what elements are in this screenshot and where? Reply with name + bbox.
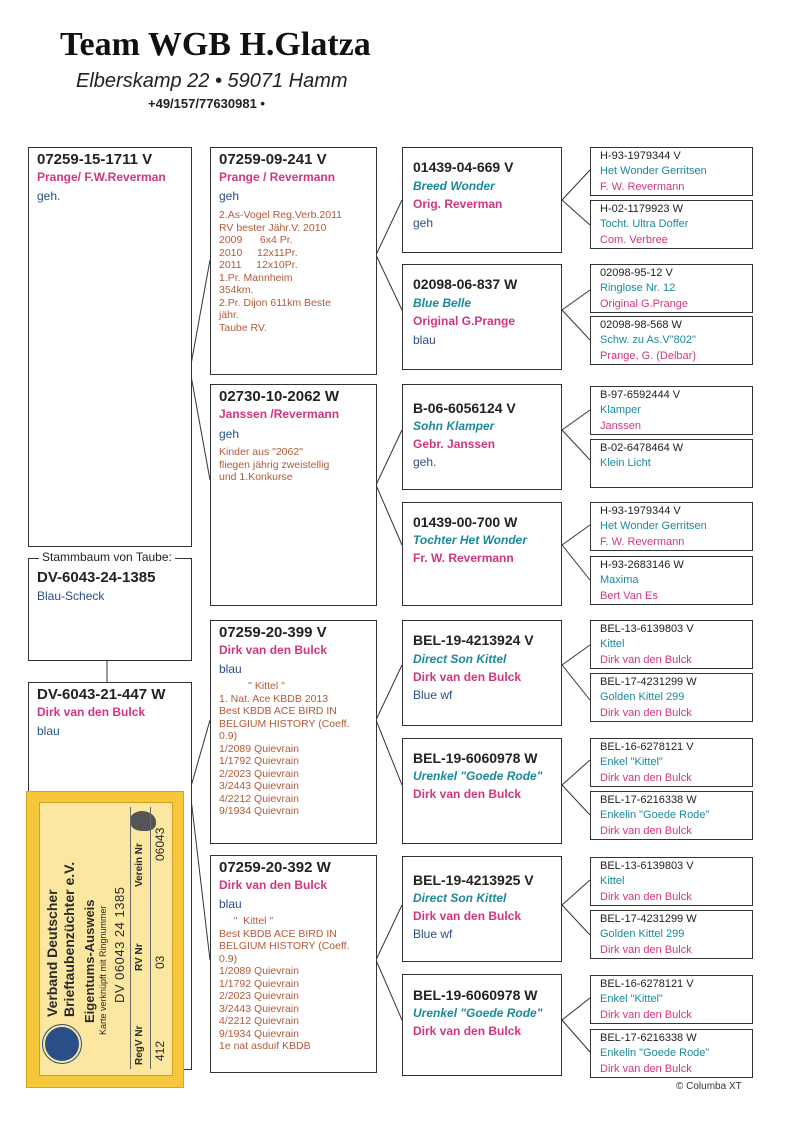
gen4-box xyxy=(590,910,753,959)
gen3-breeder: Fr. W. Revermann xyxy=(413,551,514,565)
gen3-ring: B-06-6056124 V xyxy=(413,400,516,416)
gen3-box xyxy=(402,738,562,844)
card-col1-value: 412 xyxy=(153,1040,167,1061)
gen4-name: Het Wonder Gerritsen xyxy=(600,520,707,532)
card-ring: DV 06043 24 1385 xyxy=(112,886,127,1003)
gen2-box xyxy=(210,620,377,844)
gen4-name: Golden Kittel 299 xyxy=(600,928,685,940)
gen4-name: Enkel "Kittel" xyxy=(600,756,663,768)
subject-box xyxy=(28,550,192,661)
gen4-ring: 02098-95-12 V xyxy=(600,267,673,279)
gen3-box xyxy=(402,620,562,726)
gen4-breeder: F. W. Revermann xyxy=(600,181,685,193)
gen4-breeder: Dirk van den Bulck xyxy=(600,891,692,903)
gen2-ring: 07259-20-399 V xyxy=(219,624,327,641)
gen4-box xyxy=(590,738,753,787)
card-col2-label: RV Nr xyxy=(134,943,145,971)
gen4-breeder: Com. Verbree xyxy=(600,234,668,246)
gen3-color: geh. xyxy=(413,455,437,469)
gen4-name: Enkelin "Goede Rode" xyxy=(600,1047,710,1059)
gen4-breeder: Dirk van den Bulck xyxy=(600,825,692,837)
gen3-breeder: Orig. Reverman xyxy=(413,197,503,211)
father-name: Prange/ F.W.Reverman xyxy=(37,170,166,184)
gen3-name: Direct Son Kittel xyxy=(413,652,507,666)
gen3-box xyxy=(402,384,562,490)
card-title: Eigentums-Ausweis xyxy=(82,899,97,1023)
gen3-color: blau xyxy=(413,333,436,347)
card-col3-label: Verein Nr xyxy=(134,843,145,887)
gen4-breeder: F. W. Revermann xyxy=(600,536,685,548)
gen4-name: Kittel xyxy=(600,875,625,887)
gen4-box xyxy=(590,386,753,435)
gen4-ring: BEL-17-4231299 W xyxy=(600,913,697,925)
gen3-name: Blue Belle xyxy=(413,296,472,310)
gen2-ring: 07259-09-241 V xyxy=(219,151,327,168)
gen3-name: Sohn Klamper xyxy=(413,419,495,433)
address: Elberskamp 22 • 59071 Hamm xyxy=(76,70,348,92)
gen3-color: Blue wf xyxy=(413,927,453,941)
gen3-box xyxy=(402,147,562,253)
gen4-ring: BEL-17-4231299 W xyxy=(600,676,697,688)
gen2-color: blau xyxy=(219,662,242,676)
mother-name: Dirk van den Bulck xyxy=(37,705,146,719)
gen4-ring: H-93-1979344 V xyxy=(600,505,681,517)
gen4-ring: H-93-2683146 W xyxy=(600,559,684,571)
page-title: Team WGB H.Glatza xyxy=(60,26,371,63)
gen4-breeder: Bert Van Es xyxy=(600,590,658,602)
gen4-box xyxy=(590,857,753,906)
card-col3-value: 06043 xyxy=(153,827,167,861)
gen3-box xyxy=(402,974,562,1076)
card-subtitle: Karte verknüpft mit Ringnummer xyxy=(98,905,108,1035)
gen3-color: geh xyxy=(413,216,434,230)
gen2-color: geh xyxy=(219,427,240,441)
gen4-ring: BEL-16-6278121 V xyxy=(600,741,694,753)
gen4-ring: BEL-13-6139803 V xyxy=(600,860,694,872)
gen3-ring: BEL-19-6060978 W xyxy=(413,750,538,766)
subject-label: Stammbaum von Taube: xyxy=(39,550,175,564)
gen2-notes: " Kittel " Best KBDB ACE BIRD IN BELGIUM HISTORY (Coeff. 0.9) 1/2089 Quievrain 1/1792 Quievrain 2/2023 Quievrain 3/2443 Quievrain 4/2212 Quievrain 9/1934 Quievrain 1e nat asduif KBDB xyxy=(219,915,350,1052)
gen4-breeder: Dirk van den Bulck xyxy=(600,944,692,956)
ownership-card-inner xyxy=(39,802,173,1076)
gen3-box xyxy=(402,856,562,962)
gen3-ring: 01439-04-669 V xyxy=(413,159,514,175)
card-divider xyxy=(130,807,131,1069)
gen4-name: Klein Licht xyxy=(600,457,651,469)
gen4-breeder: Dirk van den Bulck xyxy=(600,772,692,784)
gen3-box xyxy=(402,502,562,606)
gen3-color: Blue wf xyxy=(413,688,453,702)
gen4-ring: 02098-98-568 W xyxy=(600,319,682,331)
gen2-box xyxy=(210,855,377,1073)
card-org-line1: Verband Deutscher xyxy=(44,889,60,1017)
card-org-line2: Brieftaubenzüchter e.V. xyxy=(61,861,77,1017)
card-divider xyxy=(150,807,151,1069)
subject-ring: DV-6043-24-1385 xyxy=(37,569,156,586)
mother-color: blau xyxy=(37,724,60,738)
gen4-breeder: Dirk van den Bulck xyxy=(600,1009,692,1021)
gen4-name: Klamper xyxy=(600,404,641,416)
gen3-ring: BEL-19-4213925 V xyxy=(413,872,534,888)
gen2-notes: " Kittel " 1. Nat. Ace KBDB 2013 Best KBDB ACE BIRD IN BELGIUM HISTORY (Coeff. 0.9) 1/2089 Quievrain 1/1792 Quievrain 2/2023 Quievrain 3/2443 Quievrain 4/2212 Quievrain 9/1934 Quievrain xyxy=(219,680,350,817)
gen4-breeder: Dirk van den Bulck xyxy=(600,654,692,666)
gen4-breeder: Dirk van den Bulck xyxy=(600,1063,692,1075)
gen3-breeder: Dirk van den Bulck xyxy=(413,1024,522,1038)
gen2-color: geh xyxy=(219,189,240,203)
copyright: © Columba XT xyxy=(676,1081,742,1092)
gen4-ring: H-93-1979344 V xyxy=(600,150,681,162)
gen2-notes: 2.As-Vogel Reg.Verb.2011 RV bester Jähr.V. 2010 2009 6x4 Pr. 2010 12x11Pr. 2011 12x10Pr. 1.Pr. Mannheim 354km. 2.Pr. Dijon 611km Beste jähr. Taube RV. xyxy=(219,209,342,334)
gen4-ring: BEL-17-6216338 W xyxy=(600,1032,697,1044)
gen3-ring: 01439-00-700 W xyxy=(413,514,518,530)
gen4-box xyxy=(590,556,753,605)
ownership-card xyxy=(26,791,184,1088)
gen3-box xyxy=(402,264,562,370)
gen4-ring: BEL-13-6139803 V xyxy=(600,623,694,635)
gen4-breeder: Prange, G. (Delbar) xyxy=(600,350,696,362)
gen4-name: Maxima xyxy=(600,574,639,586)
gen2-name: Janssen /Revermann xyxy=(219,407,340,421)
gen4-box xyxy=(590,620,753,669)
gen4-name: Het Wonder Gerritsen xyxy=(600,165,707,177)
gen3-breeder: Dirk van den Bulck xyxy=(413,787,522,801)
gen3-ring: 02098-06-837 W xyxy=(413,276,518,292)
gen3-name: Tochter Het Wonder xyxy=(413,533,528,547)
gen4-box xyxy=(590,975,753,1024)
gen4-ring: BEL-16-6278121 V xyxy=(600,978,694,990)
gen4-ring: B-02-6478464 W xyxy=(600,442,684,454)
card-col2-value: 03 xyxy=(153,955,167,969)
dv-emblem-icon xyxy=(43,1025,81,1063)
subject-color: Blau-Scheck xyxy=(37,589,105,603)
gen4-breeder: Original G.Prange xyxy=(600,298,689,310)
gen4-name: Ringlose Nr. 12 xyxy=(600,282,676,294)
card-col1-label: RegV Nr xyxy=(134,1025,145,1065)
gen4-breeder: Janssen xyxy=(600,420,641,432)
gen4-name: Enkel "Kittel" xyxy=(600,993,663,1005)
gen2-name: Prange / Revermann xyxy=(219,170,336,184)
gen3-ring: BEL-19-6060978 W xyxy=(413,987,538,1003)
gen3-name: Urenkel "Goede Rode" xyxy=(413,1006,543,1020)
gen4-ring: BEL-17-6216338 W xyxy=(600,794,697,806)
gen4-box xyxy=(590,439,753,488)
gen3-breeder: Dirk van den Bulck xyxy=(413,670,522,684)
gen4-box xyxy=(590,316,753,365)
gen2-color: blau xyxy=(219,897,242,911)
gen4-ring: B-97-6592444 V xyxy=(600,389,681,401)
gen3-ring: BEL-19-4213924 V xyxy=(413,632,534,648)
gen4-name: Tocht. Ultra Doffer xyxy=(600,218,689,230)
gen4-breeder: Dirk van den Bulck xyxy=(600,707,692,719)
gen2-ring: 07259-20-392 W xyxy=(219,859,331,876)
mother-ring: DV-6043-21-447 W xyxy=(37,686,166,703)
gen4-box xyxy=(590,1029,753,1078)
gen4-box xyxy=(590,200,753,249)
gen3-breeder: Dirk van den Bulck xyxy=(413,909,522,923)
gen2-box xyxy=(210,147,377,375)
gen4-name: Schw. zu As.V"802" xyxy=(600,334,696,346)
father-ring: 07259-15-1711 V xyxy=(37,151,153,168)
gen4-box xyxy=(590,147,753,196)
gen3-breeder: Original G.Prange xyxy=(413,314,516,328)
phone: +49/157/77630981 • xyxy=(148,96,265,111)
gen4-name: Golden Kittel 299 xyxy=(600,691,685,703)
gen4-ring: H-02-1179923 W xyxy=(600,203,683,215)
father-box xyxy=(28,147,192,547)
gen4-box xyxy=(590,502,753,551)
gen3-name: Breed Wonder xyxy=(413,179,495,193)
gen4-box xyxy=(590,264,753,313)
gen4-name: Enkelin "Goede Rode" xyxy=(600,809,710,821)
gen2-notes: Kinder aus "2062" fliegen jährig zweistellig und 1.Konkurse xyxy=(219,446,330,483)
gen3-name: Direct Son Kittel xyxy=(413,891,507,905)
gen2-name: Dirk van den Bulck xyxy=(219,643,328,657)
gen4-name: Kittel xyxy=(600,638,625,650)
father-color: geh. xyxy=(37,189,61,203)
gen2-ring: 02730-10-2062 W xyxy=(219,388,340,405)
gen3-name: Urenkel "Goede Rode" xyxy=(413,769,543,783)
gen2-box xyxy=(210,384,377,606)
gen3-breeder: Gebr. Janssen xyxy=(413,437,496,451)
gen2-name: Dirk van den Bulck xyxy=(219,878,328,892)
gen4-box xyxy=(590,791,753,840)
gen4-box xyxy=(590,673,753,722)
